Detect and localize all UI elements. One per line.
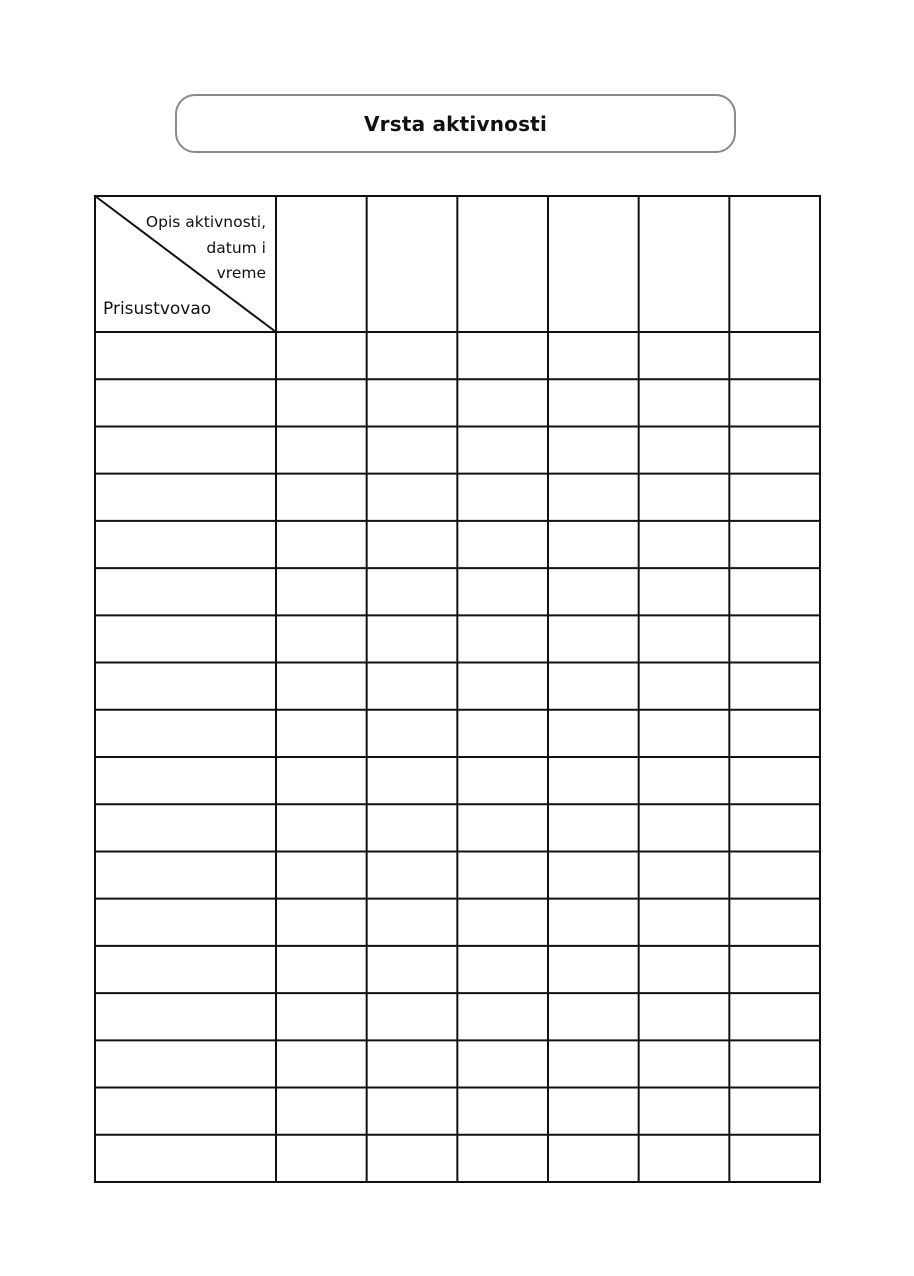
attendance-cell	[549, 711, 638, 756]
attendance-cell	[277, 522, 366, 567]
attendance-cell	[368, 427, 457, 472]
attendance-cell	[368, 711, 457, 756]
attendance-cell	[549, 333, 638, 378]
attendance-cell	[549, 1089, 638, 1134]
attendance-cell	[368, 805, 457, 850]
attendee-name-cell	[96, 616, 275, 661]
attendance-cell	[640, 711, 729, 756]
attendance-cell	[458, 522, 547, 567]
attendee-name-cell	[96, 1136, 275, 1181]
attendance-cell	[277, 805, 366, 850]
attendance-cell	[277, 1136, 366, 1181]
attendance-cell	[549, 380, 638, 425]
attendance-cell	[458, 711, 547, 756]
attendance-cell	[458, 616, 547, 661]
attendance-cell	[277, 758, 366, 803]
attendance-cell	[730, 758, 819, 803]
attendance-cell	[640, 852, 729, 897]
attendance-cell	[730, 664, 819, 709]
attendance-cell	[730, 616, 819, 661]
attendance-cell	[730, 522, 819, 567]
attendance-cell	[640, 427, 729, 472]
attendance-cell	[549, 758, 638, 803]
attendance-cell	[368, 569, 457, 614]
attendance-cell	[277, 475, 366, 520]
attendance-cell	[277, 852, 366, 897]
attendance-cell	[368, 1089, 457, 1134]
attendance-cell	[458, 947, 547, 992]
attendance-cell	[549, 569, 638, 614]
activity-header-cell	[368, 197, 457, 331]
attendance-cell	[640, 475, 729, 520]
attendance-cell	[368, 333, 457, 378]
attendance-cell	[730, 805, 819, 850]
attendance-cell	[458, 758, 547, 803]
attendance-cell	[277, 1041, 366, 1086]
attendee-name-cell	[96, 711, 275, 756]
attendance-cell	[640, 1089, 729, 1134]
attendance-cell	[730, 427, 819, 472]
attendance-cell	[549, 1136, 638, 1181]
attendance-cell	[368, 522, 457, 567]
activity-header-cell	[277, 197, 366, 331]
attendance-cell	[640, 805, 729, 850]
attendance-cell	[458, 1041, 547, 1086]
header-description-line-2: datum i	[206, 239, 266, 257]
attendee-name-cell	[96, 994, 275, 1039]
attendance-cell	[368, 758, 457, 803]
attendance-cell	[640, 994, 729, 1039]
attendance-cell	[730, 333, 819, 378]
header-description-line-1: Opis aktivnosti,	[145, 213, 266, 231]
attendance-cell	[277, 1089, 366, 1134]
attendance-cell	[368, 664, 457, 709]
attendee-name-cell	[96, 1041, 275, 1086]
attendance-cell	[277, 994, 366, 1039]
attendance-cell	[640, 1136, 729, 1181]
attendee-name-cell	[96, 947, 275, 992]
attendance-cell	[277, 664, 366, 709]
activity-header-cell	[640, 197, 729, 331]
attendance-cell	[368, 475, 457, 520]
attendance-cell	[640, 569, 729, 614]
attendance-cell	[549, 994, 638, 1039]
attendance-cell	[458, 427, 547, 472]
attendance-cell	[730, 569, 819, 614]
attendee-name-cell	[96, 900, 275, 945]
attendee-name-cell	[96, 805, 275, 850]
attendance-cell	[277, 900, 366, 945]
attendance-cell	[730, 1136, 819, 1181]
attendance-cell	[277, 616, 366, 661]
attendance-cell	[368, 1136, 457, 1181]
attendee-name-cell	[96, 852, 275, 897]
attendance-cell	[640, 758, 729, 803]
attendance-cell	[549, 522, 638, 567]
attendance-cell	[549, 1041, 638, 1086]
attendance-cell	[277, 569, 366, 614]
attendee-name-cell	[96, 380, 275, 425]
attendance-cell	[730, 994, 819, 1039]
attendance-cell	[640, 380, 729, 425]
attendance-cell	[368, 994, 457, 1039]
activity-header-cell	[458, 197, 547, 331]
attendance-cell	[549, 805, 638, 850]
attendance-cell	[368, 616, 457, 661]
form-title: Vrsta aktivnosti	[363, 111, 547, 136]
attendance-cell	[368, 947, 457, 992]
attendance-cell	[640, 664, 729, 709]
attendance-cell	[277, 711, 366, 756]
attendance-cell	[368, 1041, 457, 1086]
header-attended-label: Prisustvovao	[103, 299, 212, 319]
attendance-cell	[730, 1041, 819, 1086]
activity-header-cell	[549, 197, 638, 331]
attendance-cell	[458, 380, 547, 425]
attendance-cell	[549, 852, 638, 897]
attendance-cell	[368, 900, 457, 945]
attendance-cell	[277, 947, 366, 992]
attendance-cell	[458, 475, 547, 520]
attendance-cell	[458, 333, 547, 378]
attendance-cell	[640, 333, 729, 378]
attendance-cell	[730, 947, 819, 992]
attendance-cell	[277, 333, 366, 378]
attendance-cell	[640, 616, 729, 661]
attendee-name-cell	[96, 664, 275, 709]
attendance-cell	[640, 900, 729, 945]
attendee-name-cell	[96, 522, 275, 567]
attendance-cell	[549, 947, 638, 992]
attendee-name-cell	[96, 475, 275, 520]
attendance-cell	[730, 475, 819, 520]
attendance-cell	[640, 522, 729, 567]
attendee-name-cell	[96, 333, 275, 378]
attendance-cell	[368, 852, 457, 897]
attendance-cell	[640, 947, 729, 992]
attendance-cell	[549, 616, 638, 661]
attendance-cell	[640, 1041, 729, 1086]
attendance-cell	[549, 427, 638, 472]
attendance-cell	[730, 852, 819, 897]
attendee-name-cell	[96, 1089, 275, 1134]
attendance-cell	[368, 380, 457, 425]
attendance-cell	[549, 900, 638, 945]
attendance-cell	[730, 900, 819, 945]
attendance-cell	[458, 805, 547, 850]
attendance-cell	[730, 1089, 819, 1134]
attendance-cell	[458, 1089, 547, 1134]
attendance-cell	[277, 427, 366, 472]
attendance-cell	[458, 994, 547, 1039]
attendance-cell	[549, 664, 638, 709]
activity-header-cell	[730, 197, 819, 331]
attendance-cell	[458, 569, 547, 614]
attendance-cell	[458, 900, 547, 945]
attendee-name-cell	[96, 427, 275, 472]
attendance-cell	[549, 475, 638, 520]
attendance-cell	[730, 711, 819, 756]
header-description-line-3: vreme	[216, 264, 266, 282]
attendance-cell	[458, 1136, 547, 1181]
attendee-name-cell	[96, 569, 275, 614]
attendance-cell	[277, 380, 366, 425]
attendance-cell	[458, 664, 547, 709]
attendance-cell	[730, 380, 819, 425]
attendee-name-cell	[96, 758, 275, 803]
attendance-cell	[458, 852, 547, 897]
